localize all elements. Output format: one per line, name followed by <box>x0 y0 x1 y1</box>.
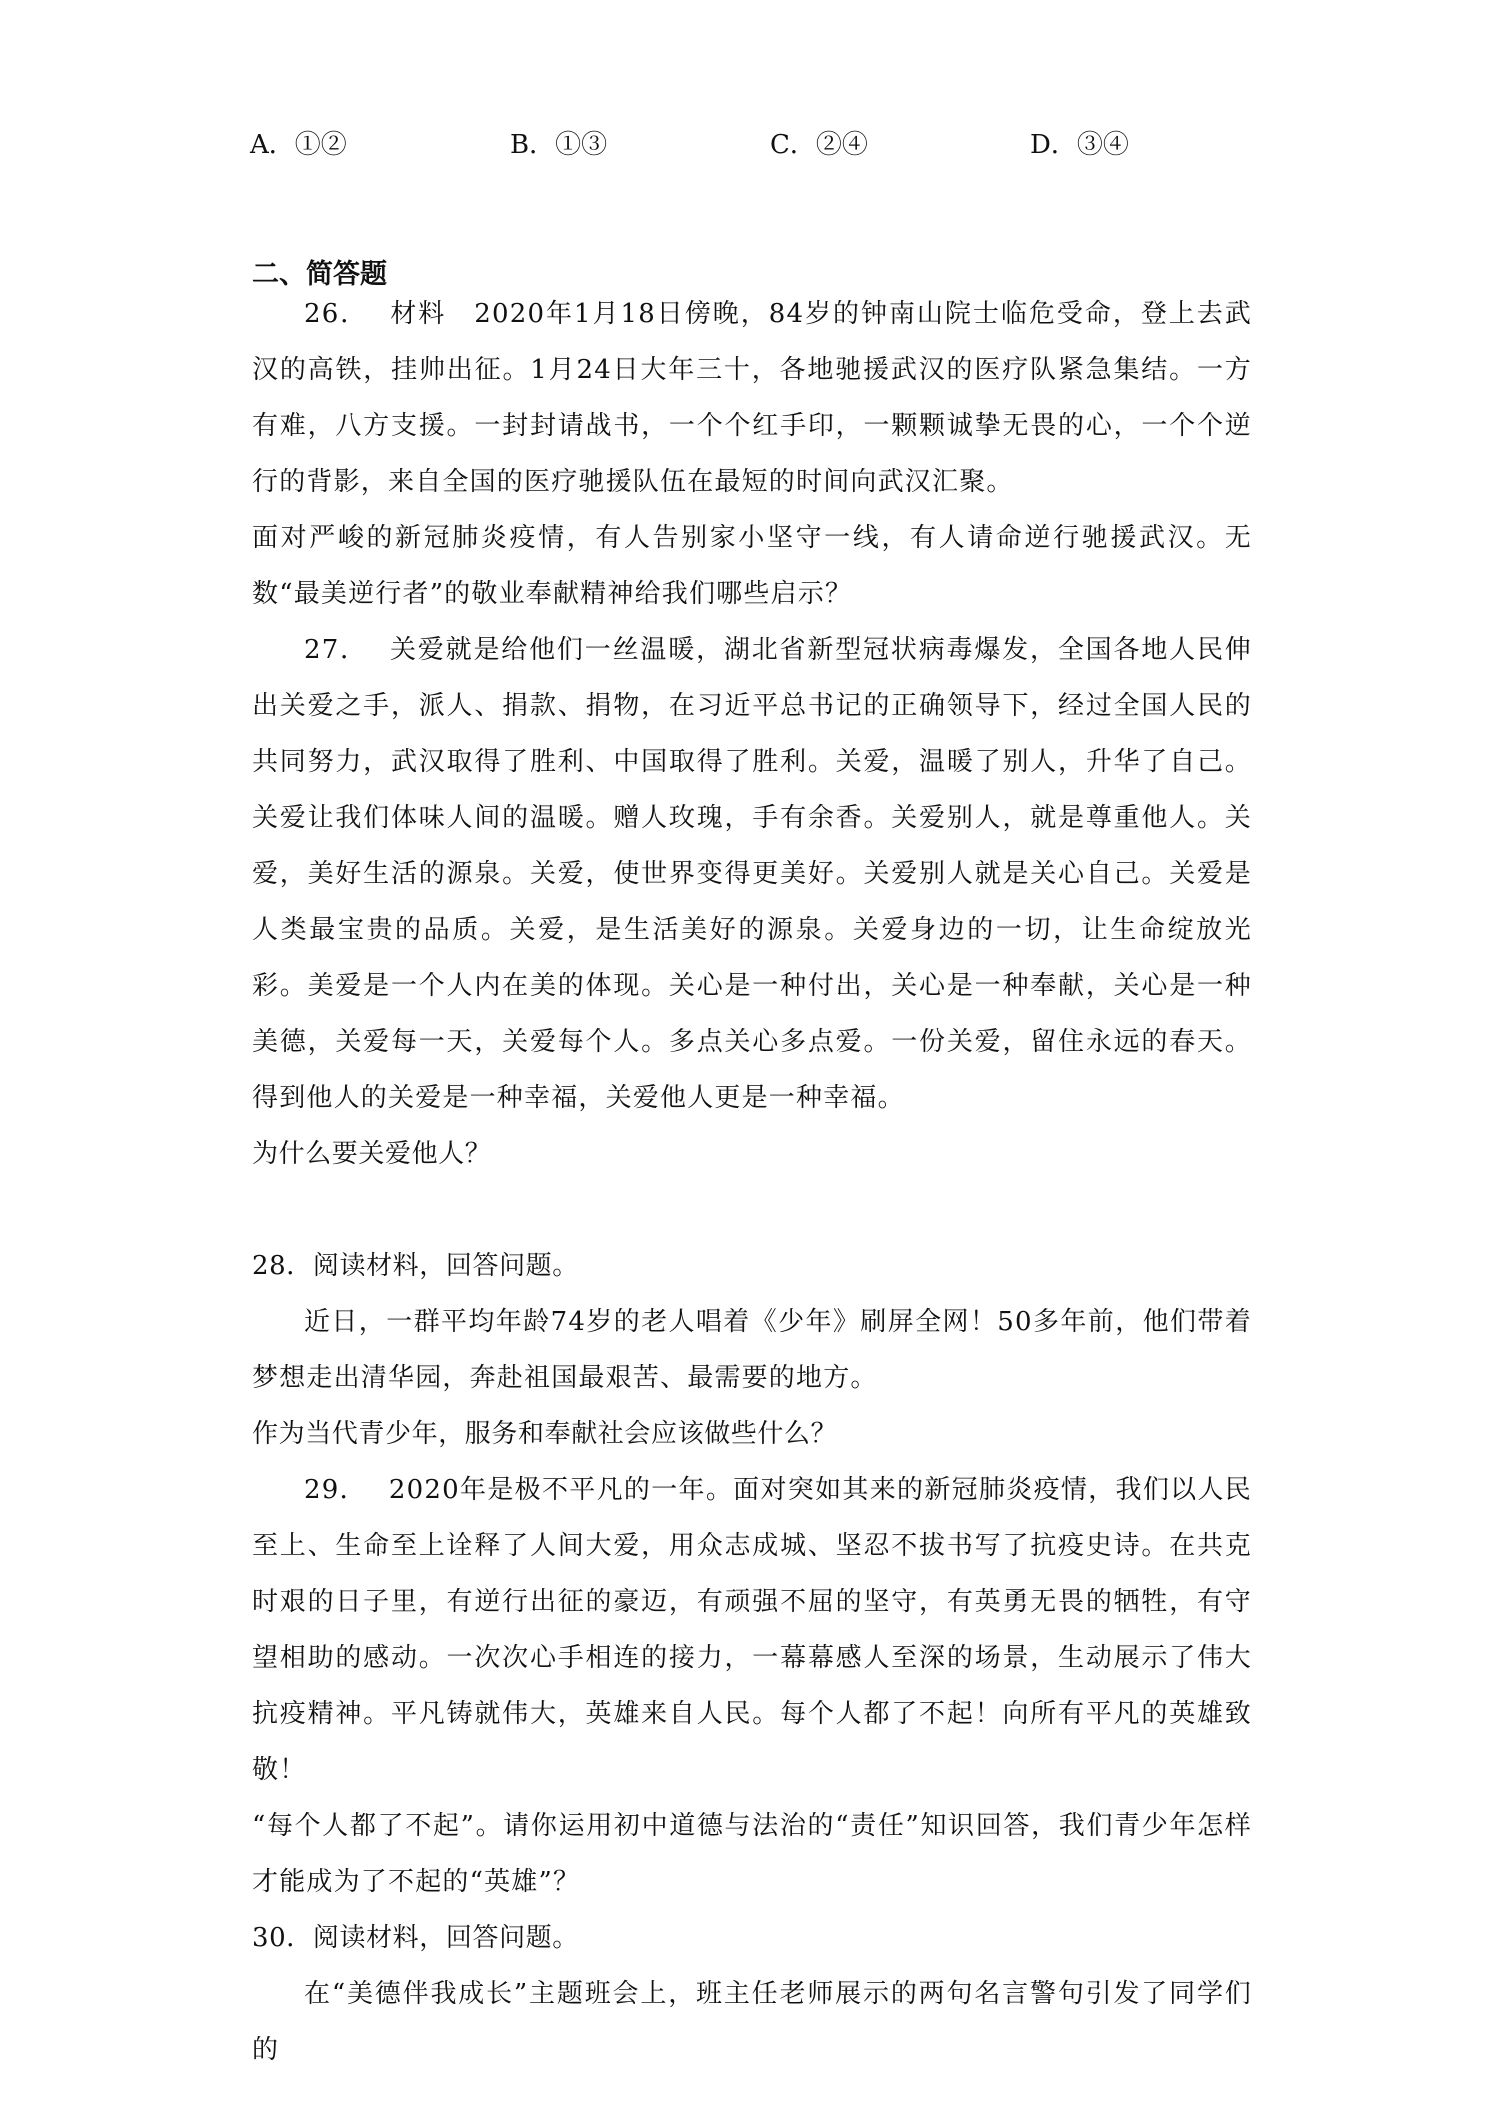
question-27 <box>252 622 1252 1182</box>
q28-heading: 28．阅读材料，回答问题。 <box>252 1251 579 1281</box>
option-d: D．③④ <box>1030 130 1129 160</box>
q27-material: 27． 关爱就是给他们一丝温暖，湖北省新型冠状病毒爆发，全国各地人民伸出关爱之手，派人、捐款、捐物，在习近平总书记的正确领导下，经过全国人民的共同努力，武汉取得了胜利、中国取得了胜利。关爱，温暖了别人，升华了自己。关爱让我们体味人间的温暖。赠人玫瑰，手有余香。关爱别人，就是尊重他人。关爱，美好生活的源泉。关爱，使世界变得更美好。关爱别人就是关心自己。关爱是人类最宝贵的品质。关爱，是生活美好的源泉。关爱身边的一切，让生命绽放光彩。美爱是一个人内在美的体现。关心是一种付出，关心是一种奉献，关心是一种美德，关爱每一天，关爱每个人。多点关心多点爱。一份关爱，留住永远的春天。得到他人的关爱是一种幸福，关爱他人更是一种幸福。 <box>252 635 1253 1113</box>
q26-material: 26． 材料 2020年1月18日傍晚，84岁的钟南山院士临危受命，登上去武汉的高铁，挂帅出征。1月24日大年三十，各地驰援武汉的医疗队紧急集结。一方有难，八方支援。一封封请战书，一个个红手印，一颗颗诚挚无畏的心，一个个逆行的背影，来自全国的医疗驰援队伍在最短的时间向武汉汇聚。 <box>252 299 1252 497</box>
q30-heading: 30．阅读材料，回答问题。 <box>252 1923 579 1953</box>
q29-question: “每个人都了不起”。请你运用初中道德与法治的“责任”知识回答，我们青少年怎样才能成为了不起的“英雄”？ <box>252 1811 1252 1897</box>
question-28 <box>252 1238 1252 1462</box>
q27-number: 27． <box>304 635 368 665</box>
q30-material: 在“美德伴我成长”主题班会上，班主任老师展示的两句名言警句引发了同学们的 <box>252 1979 1252 2065</box>
q29-number: 29． <box>304 1475 367 1505</box>
q26-number: 26． <box>304 299 369 329</box>
q26-question: 面对严峻的新冠肺炎疫情，有人告别家小坚守一线，有人请命逆行驰援武汉。无数“最美逆行者”的敬业奉献精神给我们哪些启示？ <box>252 523 1252 609</box>
question-26 <box>252 286 1252 622</box>
question-29 <box>252 1462 1252 1910</box>
question-30 <box>252 1910 1252 2078</box>
q28-material: 近日，一群平均年龄74岁的老人唱着《少年》刷屏全网！50多年前，他们带着梦想走出清华园，奔赴祖国最艰苦、最需要的地方。 <box>252 1307 1252 1393</box>
q28-question: 作为当代青少年，服务和奉献社会应该做些什么？ <box>252 1419 838 1449</box>
section-title: 二、简答题 <box>252 259 387 290</box>
q29-material: 29． 2020年是极不平凡的一年。面对突如其来的新冠肺炎疫情，我们以人民至上、生命至上诠释了人间大爱，用众志成城、坚忍不拔书写了抗疫史诗。在共克时艰的日子里，有逆行出征的豪迈，有顽强不屈的坚守，有英勇无畏的牺牲，有守望相助的感动。一次次心手相连的接力，一幕幕感人至深的场景，生动展示了伟大抗疫精神。平凡铸就伟大，英雄来自人民。每个人都了不起！向所有平凡的英雄致敬！ <box>252 1475 1252 1785</box>
answer-options <box>250 124 1250 164</box>
option-b: B．①③ <box>510 130 608 160</box>
option-a: A．①② <box>250 130 347 160</box>
q27-question: 为什么要关爱他人？ <box>252 1139 492 1169</box>
option-c: C．②④ <box>770 130 868 160</box>
